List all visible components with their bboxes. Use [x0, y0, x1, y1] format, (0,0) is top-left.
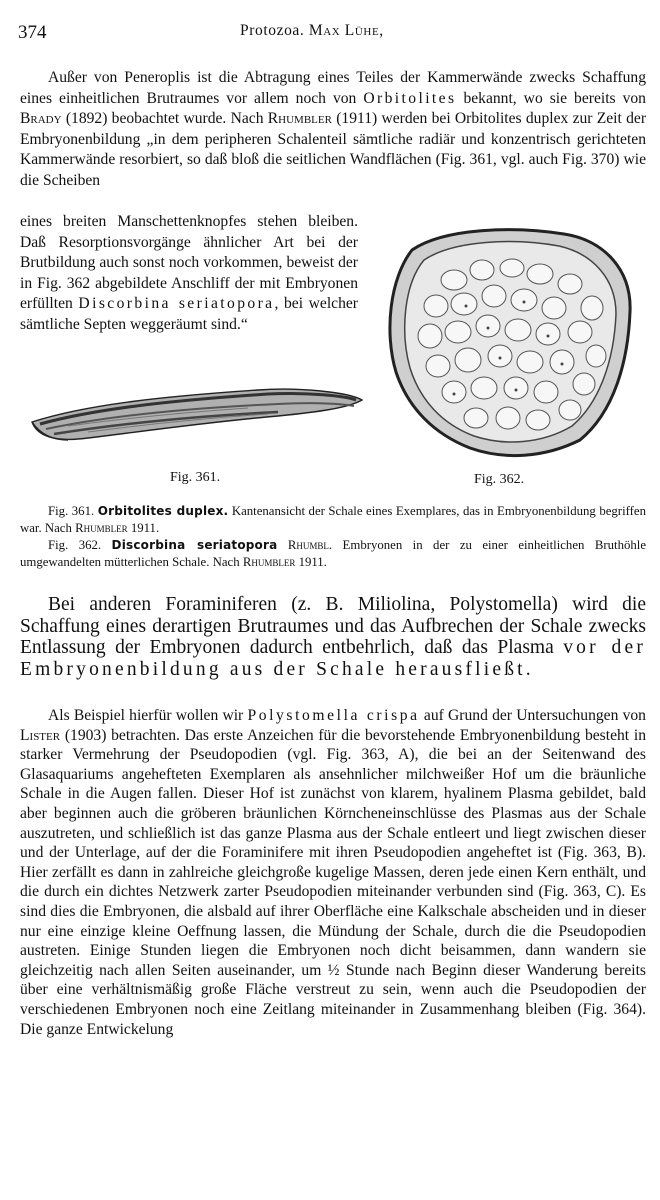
intro-text-3: (1892) beobachtet wurde. Nach [65, 110, 264, 127]
fig361-illustration [28, 382, 368, 454]
intro-text-2: bekannt, wo sie bereits von [463, 89, 646, 107]
caption-362-author-abbrev: Rhumbl. [287, 538, 333, 552]
large-text-spaced: vor der Embryonenbildung aus der Schale herausfließt. [20, 637, 647, 680]
caption-362-species: Discorbina seriatopora [111, 538, 278, 552]
running-title: Protozoa. [240, 22, 305, 39]
body-paragraph [20, 706, 646, 1039]
species-polystomella: Polystomella crispa [247, 707, 420, 724]
caption-361-author: Rhumbler [75, 520, 128, 535]
fig362-illustration [384, 222, 640, 462]
caption-362-author: Rhumbler [242, 554, 296, 569]
caption-362-year: 1911. [298, 554, 327, 569]
narrow-text-1: eines breiten Manschettenknopfes stehen bleiben. Daß Resorptionsvorgänge ähnlicher Art bei der Brutbildung auch sonst noch vorkommen, beweist der in Fig. 362 abgebildete Anschliff der mit Embryonen erfüllten [20, 213, 358, 312]
caption-361-year: 1911. [130, 520, 160, 535]
large-paragraph [20, 594, 646, 680]
large-text: Bei anderen Foraminiferen (z. B. Miliolina, Polystomella) wird die Schaffung eines derartigen Brutraumes und das Aufbrechen der Schale zwecks Entlassung der Embryonen dadurch entbehrlich, daß das Plasma [20, 594, 646, 658]
running-head [240, 22, 384, 40]
caption-361-text: Kantenansicht der Schale eines Exemplares, das in Embryonenbildung begriffen war. Nach [20, 504, 646, 535]
fig362-label: Fig. 362. [474, 472, 525, 487]
caption-fig361 [20, 503, 646, 536]
page-header [18, 22, 644, 46]
body-text-3: (1903) betrachten. Das erste Anzeichen für die bevorstehende Embryonenbildung besteht in starker Vermehrung der Pseudopodien (vgl. Fig. 363, A), die bei an der Seitenwand des Glasaquariums angehefteten Exemplaren als ansehnlicher milchweißer Hof um die bräunliche Schale in die Augen fallen. Dieser Hof ist zunächst von klarem, hyalinem Plasma gebildet, bald aber beginnen auch die gröberen bräunlichen Körncheneinschlüsse des Plasmas aus der Schale auszutreten, und schließlich ist das ganze Plasma aus der Schale entleert und liegt zwischen dieser und der Unterlage, auf der die Foraminifere mit ihren Pseudopodien angeheftet ist (Fig. 363, B). Hier zerfällt es dann in zahlreiche gleichgroße kugelige Massen, deren jede einen Kern enthält, und die durch ein dichtes Netzwerk zarter Pseudopodien miteinander verbunden sind (Fig. 363, C). Es sind dies die Embryonen, die alsbald auf ihrer Oberfläche eine Kalkschale abscheiden und in dieser nur eine einzige kleine Oeffnung lassen, die Mündung der Schale, durch die die Pseudopodien austreten. Einige Stunden liegen die Embryonen noch dicht beisammen, dann wandern sie gleichzeitig nach allen Seiten auseinander, um ½ Stunde nach Beginn dieser Wanderung bereits über eine verhältnismäßig große Fläche verstreut zu sein, wenn auch die Pseudopodien der verschiedenen Embryonen noch eine Zeitlang miteinander in Zusammenhang bleiben (Fig. 364). Die ganze Entwickelung [20, 726, 646, 1038]
intro-text-4: (1911) werden bei Orbitolites duplex zur Zeit der Embryonenbildung „in dem peripheren Schalenteil sämtliche radiär und konzentrisch gerichteten Kammerwände resorbiert, so daß bloß die seitlichen Wandflächen (Fig. 361, vgl. auch Fig. 370) wie die Scheiben [20, 110, 647, 189]
fig361-label: Fig. 361. [170, 470, 221, 485]
narrow-paragraph [20, 212, 358, 335]
intro-text-1: Außer von Peneroplis ist die Abtragung eines Teiles der Kammerwände zwecks Schaffung eines einheitlichen Brutraumes vor allem noch von [20, 69, 646, 107]
caption-362-text: Embryonen in der zu einer einheitlichen Bruthöhle umgewandelten mütterlichen Schale. Nach [20, 538, 647, 569]
author-brady: Brady [20, 110, 62, 127]
narrow-text-2: , bei welcher sämtliche Septen weggeräumt sind.“ [20, 295, 358, 333]
caption-361-number: Fig. 361. [48, 504, 95, 518]
body-text-2: auf Grund der Untersuchungen von [423, 707, 646, 724]
page-number: 374 [18, 22, 47, 43]
genus-orbitolites: Orbitolites [363, 89, 457, 107]
figure-362 [384, 222, 640, 487]
caption-fig362 [20, 537, 646, 570]
author-rhumbler: Rhumbler [267, 110, 332, 127]
species-discorbina: Discorbina seriatopora [78, 295, 275, 312]
author-name: Max Lühe, [308, 22, 384, 39]
caption-361-species: Orbitolites duplex. [97, 504, 229, 518]
caption-362-number: Fig. 362. [48, 538, 102, 552]
author-lister: Lister [20, 726, 61, 744]
intro-paragraph [20, 68, 646, 191]
body-text-1: Als Beispiel hierfür wollen wir [48, 707, 244, 724]
figure-361 [28, 382, 368, 485]
